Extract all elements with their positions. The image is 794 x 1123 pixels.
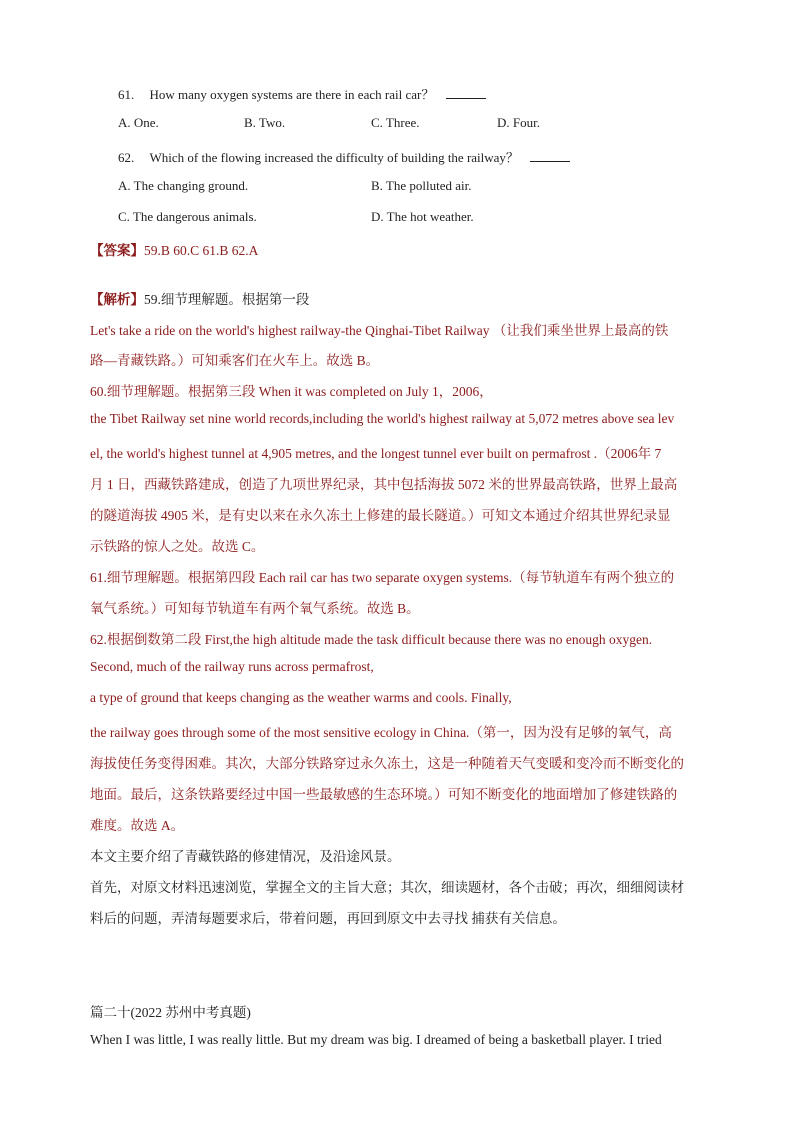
summary-line: 料后的问题，弄清每题要求后，带着问题，再回到原文中去寻找 捕获有关信息。 (90, 911, 566, 926)
analysis-line: 示铁路的惊人之处。故选 C。 (90, 539, 265, 554)
answer-line (90, 239, 258, 260)
analysis-line: 地面。最后，这条铁路要经过中国一些最敏感的生态环境。）可知不断变化的地面增加了修建铁路的 (90, 787, 678, 802)
passage-line: When I was little, I was really little. But my dream was big. I dreamed of being a basketball player. I tried (90, 1032, 662, 1047)
answer-label: 【答案】 (90, 243, 144, 258)
question-62-number: 62. (118, 150, 135, 165)
analysis-heading (90, 288, 309, 309)
analysis-line: 61.细节理解题。根据第四段 Each rail car has two separate oxygen systems.（每节轨道车有两个独立的 (90, 570, 675, 585)
analysis-line: Second, much of the railway runs across permafrost, (90, 659, 374, 674)
analysis-line: 月 1 日，西藏铁路建成，创造了九项世界纪录，其中包括海拔 5072 米的世界最高铁路，世界上最高 (90, 477, 678, 492)
analysis-line: 59.细节理解题。根据第一段 (144, 292, 310, 307)
question-62 (118, 147, 570, 166)
question-61-text: How many oxygen systems are there in each rail car？ (149, 87, 435, 102)
answer-text: 59.B 60.C 61.B 62.A (144, 243, 259, 258)
analysis-line: 难度。故选 A。 (90, 818, 185, 833)
option-c: C. Three. (371, 115, 420, 130)
option-a: A. One. (118, 115, 159, 130)
analysis-line: 的隧道海拔 4905 米，是有史以来在永久冻土上修建的最长隧道。）可知文本通过介绍其世界纪录显 (90, 508, 671, 523)
summary-line: 本文主要介绍了青藏铁路的修建情况，及沿途风景。 (90, 849, 401, 864)
option-a: A. The changing ground. (118, 178, 249, 193)
analysis-label: 【解析】 (90, 292, 144, 307)
analysis-line: el, the world's highest tunnel at 4,905 metres, and the longest tunnel ever built on permafrost .（2006年 7 (90, 446, 662, 461)
option-b: B. Two. (244, 115, 286, 130)
analysis-line: 海拔使任务变得困难。其次，大部分铁路穿过永久冻土，这是一种随着天气变暖和变冷而不断变化的 (90, 756, 684, 771)
analysis-line: the Tibet Railway set nine world records,including the world's highest railway at 5,072 metres above sea lev (90, 411, 675, 426)
option-b: B. The polluted air. (371, 178, 472, 193)
analysis-line: the railway goes through some of the most sensitive ecology in China.（第一，因为没有足够的氧气，高 (90, 725, 672, 740)
question-62-text: Which of the flowing increased the difficulty of building the railway？ (149, 150, 519, 165)
analysis-line: 氧气系统。）可知每节轨道车有两个氧气系统。故选 B。 (90, 601, 420, 616)
analysis-line: Let's take a ride on the world's highest railway-the Qinghai-Tibet Railway （让我们乘坐世界上最高的铁 (90, 323, 669, 338)
analysis-line: a type of ground that keeps changing as the weather warms and cools. Finally, (90, 690, 512, 705)
option-d: D. The hot weather. (371, 209, 474, 224)
question-61-number: 61. (118, 87, 135, 102)
question-61 (118, 84, 486, 103)
analysis-line: 62.根据倒数第二段 First,the high altitude made the task difficult because there was no enough oxygen. (90, 632, 653, 647)
section-title: 篇二十(2022 苏州中考真题) (90, 1005, 251, 1020)
analysis-line: 路—青藏铁路。）可知乘客们在火车上。故选 B。 (90, 353, 380, 368)
answer-blank (446, 86, 486, 99)
answer-blank (530, 149, 570, 162)
summary-line: 首先，对原文材料迅速浏览，掌握全文的主旨大意；其次，细读题材，各个击破；再次，细细阅读材 (90, 880, 684, 895)
option-d: D. Four. (497, 115, 540, 130)
option-c: C. The dangerous animals. (118, 209, 257, 224)
analysis-line: 60.细节理解题。根据第三段 When it was completed on July 1，2006， (90, 384, 493, 399)
